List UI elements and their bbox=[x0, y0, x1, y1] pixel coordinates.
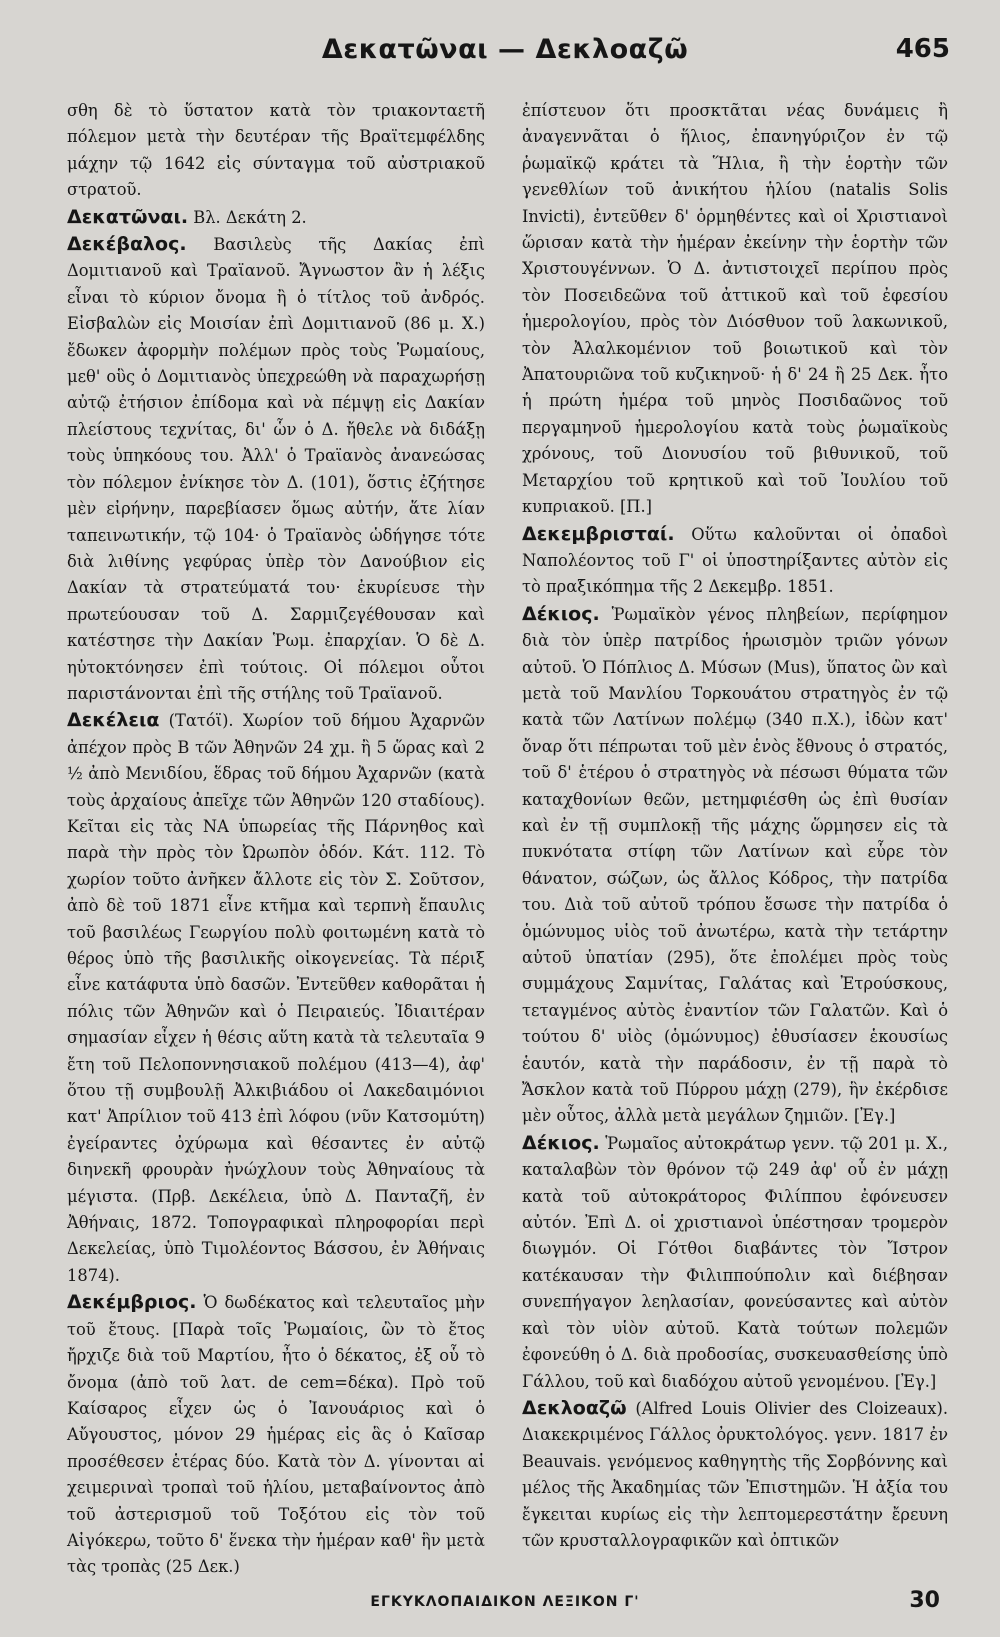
entry-lemma: Δεκέμβριος. bbox=[67, 1291, 197, 1314]
entry-text: (Alfred Louis Olivier des Cloizeaux). Διακεκριμένος Γάλλος ὀρυκτολόγος. γενν. 1817 ἐν Beauvais. γενόμενος καθηγητὴς τῆς Σορβόννης καὶ μέλος τῆς Ἀκαδημίας τῶν Ἐπιστημῶν. Ἡ ἀξία του ἔγκειται κυρίως εἰς τὴν λεπτομερεστάτην ἔρευνη τῶν κρυσταλλογραφικῶν καὶ ὀπτικῶν bbox=[522, 1398, 948, 1550]
dictionary-entry bbox=[522, 601, 948, 1130]
dictionary-entry bbox=[67, 204, 485, 231]
entry-lemma: Δέκιος. bbox=[522, 1131, 600, 1154]
page-footer bbox=[60, 1590, 950, 1620]
entry-text: Ῥωμαϊκὸν γένος πληβείων, περίφημον διὰ τὸν ὑπὲρ πατρίδος ἡρωισμὸν τριῶν γόνων αὐτοῦ. Ὁ Πόπλιος Δ. Μύσων (Mus), ὕπατος ὢν καὶ μετὰ τοῦ Μανλίου Τορκουάτου στρατηγὸς ἐν τῷ κατὰ τῶν Λατίνων πολέμῳ (340 π.Χ.), ἰδὼν κατ' ὄναρ ὅτι πέπρωται τοῦ μὲν ἑνὸς ἔθνους ὁ στρατός, τοῦ δ' ἑτέρου ὁ στρατηγὸς νὰ πέσωσι θύματα τῶν καταχθονίων θεῶν, μετημφιέσθη ὡς ἐπὶ θυσίαν καὶ ἐν τῇ συμπλοκῇ τῆς μάχης ὥρμησεν εἰς τὰ πυκνότατα στίφη τῶν Λατίνων καὶ εὗρε τὸν θάνατον, σώζων, ὡς ἄλλος Κόδρος, τὴν πατρίδα του. Διὰ τοῦ αὐτοῦ τρόπου ἔσωσε τὴν πατρίδα ὁ ὁμώνυμος υἱὸς τοῦ ἀνωτέρω, κατὰ τὴν τετάρτην αὐτοῦ ὑπατίαν (295), ὅτε ἐπολέμει πρὸς τοὺς συμμάχους Σαμνίτας, Γαλάτας καὶ Ἐτρούσκους, τεταγμένος αὐτὸς ἐναντίον τῶν Γαλατῶν. Καὶ ὁ τούτου δ' υἱὸς (ὁμώνυμος) ἐθυσίασεν ἑκουσίως ἑαυτόν, κατὰ τὴν παράδοσιν, ἐν τῇ παρὰ τὸ Ἄσκλον κατὰ τοῦ Πύρρου μάχῃ (279), ἣν ἐκέρδισε μὲν οὗτος, ἀλλὰ μετὰ μεγάλων ζημιῶν. [Ἐγ.] bbox=[522, 604, 948, 1126]
dictionary-entry bbox=[67, 707, 485, 1289]
dictionary-entry bbox=[67, 1289, 485, 1580]
dictionary-entry bbox=[522, 98, 948, 521]
dictionary-entry bbox=[67, 231, 485, 707]
page-number: 465 bbox=[895, 34, 950, 64]
running-head: Δεκατῶναι — Δεκλοαζῶ bbox=[321, 34, 689, 65]
entry-text: σθη δὲ τὸ ὕστατον κατὰ τὸν τριακονταετῆ πόλεμον μετὰ τὴν δευτέραν τῆς Βραϊτεμφέλδης μάχην τῷ 1642 εἰς σύνταγμα τοῦ αὐστριακοῦ στρατοῦ. bbox=[67, 101, 485, 200]
entry-text: Βασιλεὺς τῆς Δακίας ἐπὶ Δομιτιανοῦ καὶ Τραϊανοῦ. Ἄγνωστον ἂν ἡ λέξις εἶναι τὸ κύριον ὄνομα ἢ ὁ τίτλος τοῦ ἀνδρός. Εἰσβαλὼν εἰς Μοισίαν ἐπὶ Δομιτιανοῦ (86 μ. Χ.) ἔδωκεν ἀφορμὴν πολέμων πρὸς τοὺς Ῥωμαίους, μεθ' οὓς ὁ Δομιτιανὸς ὑπεχρεώθη νὰ παραχωρήσῃ αὐτῷ ἐτήσιον ἐπίδομα καὶ νὰ πέμψῃ εἰς Δακίαν πλείστους τεχνίτας, δι' ὧν ὁ Δ. ἤθελε νὰ διδάξῃ τοὺς ὑπηκόους του. Ἀλλ' ὁ Τραϊανὸς ἀνανεώσας τὸν πόλεμον ἐνίκησε τὸν Δ. (101), ὅστις ἐζήτησε μὲν εἰρήνην, παρεβίασεν ὅμως αὐτήν, ἅτε λίαν ταπεινωτικήν, τῷ 104· ὁ Τραϊανὸς ὡδήγησε τότε διὰ λιθίνης γεφύρας ὑπὲρ τὸν Δανούβιον εἰς Δακίαν τὰ στρατεύματά του· ἐκυρίευσε τὴν πρωτεύουσαν τοῦ Δ. Σαρμιζεγέθουσαν καὶ κατέστησε τὴν Δακίαν Ῥωμ. ἐπαρχίαν. Ὁ δὲ Δ. ηὐτοκτόνησεν ἐπὶ τούτοις. Οἱ πόλεμοι οὗτοι παριστάνονται ἐπὶ τῆς στήλης τοῦ Τραϊανοῦ. bbox=[67, 235, 485, 703]
dictionary-entry bbox=[522, 521, 948, 601]
entry-text: Οὕτω καλοῦνται οἱ ὀπαδοὶ Ναπολέοντος τοῦ Γ' οἱ ὑποστηρίξαντες αὐτὸν εἰς τὸ πραξικόπημα τῆς 2 Δεκεμβρ. 1851. bbox=[522, 524, 948, 597]
entry-lemma: Δεκέλεια bbox=[67, 709, 160, 732]
entry-text: (Τατόϊ). Χωρίον τοῦ δήμου Ἀχαρνῶν ἀπέχον πρὸς Β τῶν Ἀθηνῶν 24 χμ. ἢ 5 ὥρας καὶ 2 ½ ἀπὸ Μενιδίου, ἕδρας τοῦ δήμου Ἀχαρνῶν (κατὰ τοὺς ἀρχαίους ἀπεῖχε τῶν Ἀθηνῶν 120 σταδίους). Κεῖται εἰς τὰς ΝΑ ὑπωρείας τῆς Πάρνηθος καὶ παρὰ τὴν πρὸς τὸν Ὠρωπὸν ὁδόν. Κάτ. 112. Τὸ χωρίον τοῦτο ἀνῆκεν ἄλλοτε εἰς τὸν Σ. Σοῦτσον, ἀπὸ δὲ τοῦ 1871 εἶνε κτῆμα καὶ τερπνὴ ἔπαυλις τοῦ βασιλέως Γεωργίου πολὺ φοιτωμένη κατὰ τὸ θέρος ὑπὸ τῆς βασιλικῆς οἰκογενείας. Τὰ πέριξ εἶνε κατάφυτα ὑπὸ δασῶν. Ἐντεῦθεν καθορᾶται ἡ πόλις τῶν Ἀθηνῶν καὶ ὁ Πειραιεύς. Ἰδιαιτέραν σημασίαν εἶχεν ἡ θέσις αὕτη κατὰ τὰ τελευταῖα 9 ἔτη τοῦ Πελοποννησιακοῦ πολέμου (413—4), ἀφ' ὅτου τῇ συμβουλῇ Ἀλκιβιάδου οἱ Λακεδαιμόνιοι κατ' Ἀπρίλιον τοῦ 413 ἐπὶ λόφου (νῦν Κατσομύτη) ἐγείραντες ὀχύρωμα καὶ θέσαντες ἐν αὐτῷ διηνεκῆ φρουρὰν ἠνώχλουν τοὺς Ἀθηναίους τὰ μέγιστα. (Πρβ. Δεκέλεια, ὑπὸ Δ. Πανταζῆ, ἐν Ἀθήναις, 1872. Τοπογραφικαὶ πληροφορίαι περὶ Δεκελείας, ὑπὸ Τιμολέοντος Βάσσου, ἐν Ἀθήναις 1874). bbox=[67, 711, 485, 1285]
printer-signature: ΕΓΚΥΚΛΟΠΑΙΔΙΚΟΝ ΛΕΞΙΚΟΝ Γ' bbox=[370, 1594, 640, 1610]
entry-text: ἐπίστευον ὅτι προσκτᾶται νέας δυνάμεις ἢ ἀναγεννᾶται ὁ ἥλιος, ἐπανηγύριζον ἐν τῷ ῥωμαϊκῷ κράτει τὰ Ἥλια, ἢ τὴν ἑορτὴν τῶν γενεθλίων τοῦ ἀνικήτου ἡλίου (natalis Solis Invicti), ἐντεῦθεν δ' ὁρμηθέντες καὶ οἱ Χριστιανοὶ ὥρισαν κατὰ τὴν ἡμέραν ἐκείνην τὴν ἑορτὴν τῶν Χριστουγέννων. Ὁ Δ. ἀντιστοιχεῖ περίπου πρὸς τὸν Ποσειδεῶνα τοῦ ἀττικοῦ καὶ τοῦ ἐφεσίου ἡμερολογίου, πρὸς τὸν Διόσθυον τοῦ λακωνικοῦ, τὸν Ἀλαλκομένιον τοῦ βοιωτικοῦ καὶ τὸν Ἀπατουριῶνα τοῦ κυζικηνοῦ· ἡ δ' 24 ἢ 25 Δεκ. ἦτο ἡ πρώτη ἡμέρα τοῦ μηνὸς Ποσιδαῶνος τοῦ περγαμηνοῦ ἡμερολογίου κατὰ τοὺς ῥωμαϊκοὺς χρόνους, τοῦ Διονυσίου τοῦ βιθυνικοῦ, τοῦ Μεταρχίου τοῦ κρητικοῦ καὶ τοῦ Ἰουλίου τοῦ κυπριακοῦ. [Π.] bbox=[522, 101, 948, 517]
dictionary-entry bbox=[522, 1395, 948, 1554]
entry-lemma: Δέκιος. bbox=[522, 602, 600, 625]
page-header bbox=[60, 34, 950, 74]
right-column bbox=[522, 98, 948, 1554]
entry-text: Ὁ δωδέκατος καὶ τελευταῖος μὴν τοῦ ἔτους. [Παρὰ τοῖς Ῥωμαίοις, ὢν τὸ ἔτος ἤρχιζε διὰ τοῦ Μαρτίου, ἦτο ὁ δέκατος, ἐξ οὗ τὸ ὄνομα (ἀπὸ τοῦ λατ. de cem=δέκα). Πρὸ τοῦ Καίσαρος εἶχεν ὡς ὁ Ἰανουάριος καὶ ὁ Αὔγουστος, μόνον 29 ἡμέρας εἰς ἃς ὁ Καῖσαρ προσέθεσεν ἑτέρας δύο. Κατὰ τὸν Δ. γίνονται αἱ χειμεριναὶ τροπαὶ τοῦ ἡλίου, μεταβαίνοντος ἀπὸ τοῦ ἀστερισμοῦ τοῦ Τοξότου εἰς τὸν τοῦ Αἰγόκερω, τοῦτο δ' ἕνεκα τὴν ἡμέραν καθ' ἣν μετὰ τὰς τροπὰς (25 Δεκ.) bbox=[67, 1293, 485, 1577]
entry-lemma: Δεκλοαζῶ bbox=[522, 1396, 627, 1419]
dictionary-entry bbox=[67, 98, 485, 204]
dictionary-entry bbox=[522, 1130, 948, 1395]
entry-text: Ῥωμαῖος αὐτοκράτωρ γενν. τῷ 201 μ. Χ., καταλαβὼν τὸν θρόνον τῷ 249 ἀφ' οὗ ἐν μάχῃ κατὰ τοῦ αὐτοκράτορος Φιλίππου ἐφόνευσεν αὐτόν. Ἐπὶ Δ. οἱ χριστιανοὶ ὑπέστησαν τρομερὸν διωγμόν. Οἱ Γότθοι διαβάντες τὸν Ἴστρον κατέκαυσαν τὴν Φιλιππούπολιν καὶ διέβησαν συνεπήγαγον λεηλασίαν, φονεύσαντες καὶ αὐτὸν καὶ τὸν υἱὸν αὐτοῦ. Κατὰ τούτων πολεμῶν ἐφονεύθη ὁ Δ. διὰ προδοσίας, συσκευασθείσης ὑπὸ Γάλλου, τοῦ καὶ διαδόχου αὐτοῦ γενομένου. [Ἐγ.] bbox=[522, 1133, 948, 1391]
signature-number: 30 bbox=[909, 1588, 940, 1613]
entry-lemma: Δεκατῶναι. bbox=[67, 205, 189, 228]
entry-lemma: Δεκεμβρισταί. bbox=[522, 522, 675, 545]
entry-lemma: Δεκέβαλος. bbox=[67, 233, 187, 256]
left-column bbox=[67, 98, 485, 1581]
entry-text: Βλ. Δεκάτη 2. bbox=[188, 207, 307, 227]
